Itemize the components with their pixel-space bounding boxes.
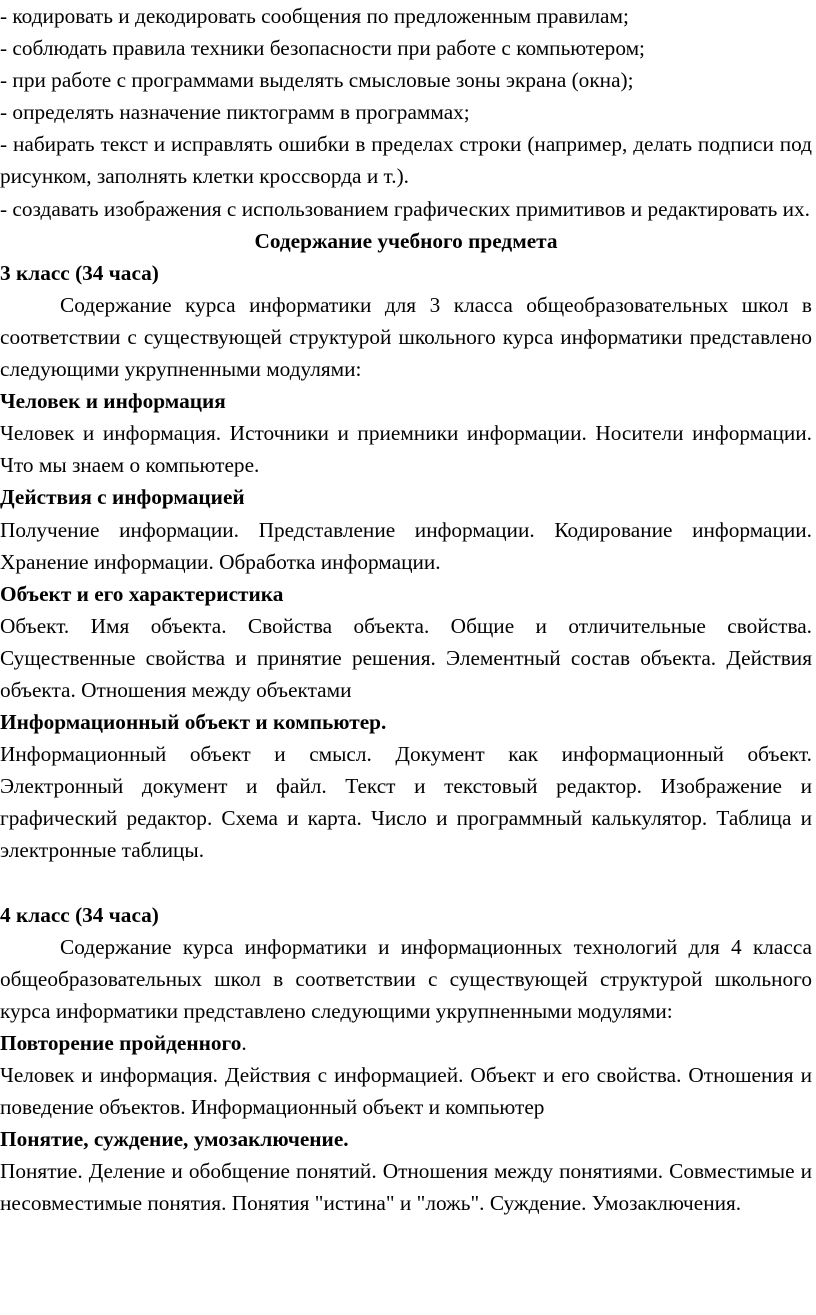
module-title: Действия с информацией xyxy=(0,485,245,510)
skills-item: - при работе с программами выделять смысловые зоны экрана (окна); xyxy=(0,68,634,93)
paragraph-spacer xyxy=(0,867,812,899)
skills-item: - определять назначение пиктограмм в программах; xyxy=(0,100,470,125)
module-text: Объект. Имя объекта. Свойства объекта. Общие и отличительные свойства. Существенные свойства и принятие решения. Элементный состав объекта. Действия объекта. Отношения между объектами xyxy=(0,613,812,702)
module-title: Понятие, суждение, умозаключение. xyxy=(0,1127,349,1152)
skills-item: - соблюдать правила техники безопасности при работе с компьютером; xyxy=(0,36,645,61)
grade3-section xyxy=(0,257,812,867)
grade4-section xyxy=(0,899,812,1220)
module-text: Человек и информация. Действия с информацией. Объект и его свойства. Отношения и поведение объектов. Информационный объект и компьютер xyxy=(0,1063,812,1120)
grade4-intro: Содержание курса информатики и информационных технологий для 4 класса общеобразовательных школ в соответствии с существующей структурой школьного курса информатики представлено следующими укрупненными модулями: xyxy=(0,934,812,1023)
module-title: Объект и его характеристика xyxy=(0,581,284,606)
module-text: Понятие. Деление и обобщение понятий. Отношения между понятиями. Совместимые и несовместимые понятия. Понятия "истина" и "ложь". Суждение. Умозаключения. xyxy=(0,1159,812,1216)
module-text: Человек и информация. Источники и приемники информации. Носители информации. Что мы знаем о компьютере. xyxy=(0,421,812,478)
grade3-heading: 3 класс (34 часа) xyxy=(0,260,159,285)
module-title-suffix: . xyxy=(241,1030,247,1055)
module-title: Информационный объект и компьютер. xyxy=(0,710,387,735)
module-title: Повторение пройденного xyxy=(0,1030,242,1055)
section-title: Содержание учебного предмета xyxy=(254,228,558,253)
module-text: Получение информации. Представление информации. Кодирование информации. Хранение информации. Обработка информации. xyxy=(0,517,812,574)
skills-item: - кодировать и декодировать сообщения по предложенным правилам; xyxy=(0,4,629,28)
grade4-heading: 4 класс (34 часа) xyxy=(0,902,159,927)
grade3-intro: Содержание курса информатики для 3 класса общеобразовательных школ в соответствии с существующей структурой школьного курса информатики представлено следующими укрупненными модулями: xyxy=(0,292,812,382)
module-title-line xyxy=(0,1027,812,1059)
module-text: Информационный объект и смысл. Документ как информационный объект. Электронный документ и файл. Текст и текстовый редактор. Изображение и графический редактор. Схема и карта. Число и программный калькулятор. Таблица и электронные таблицы. xyxy=(0,742,812,863)
skills-list xyxy=(0,0,812,225)
skills-item: - создавать изображения с использованием графических примитивов и редактировать их. xyxy=(0,196,811,221)
skills-item: - набирать текст и исправлять ошибки в пределах строки (например, делать подписи под рисунком, заполнять клетки кроссворда и т.). xyxy=(0,132,812,189)
module-title: Человек и информация xyxy=(0,389,226,414)
